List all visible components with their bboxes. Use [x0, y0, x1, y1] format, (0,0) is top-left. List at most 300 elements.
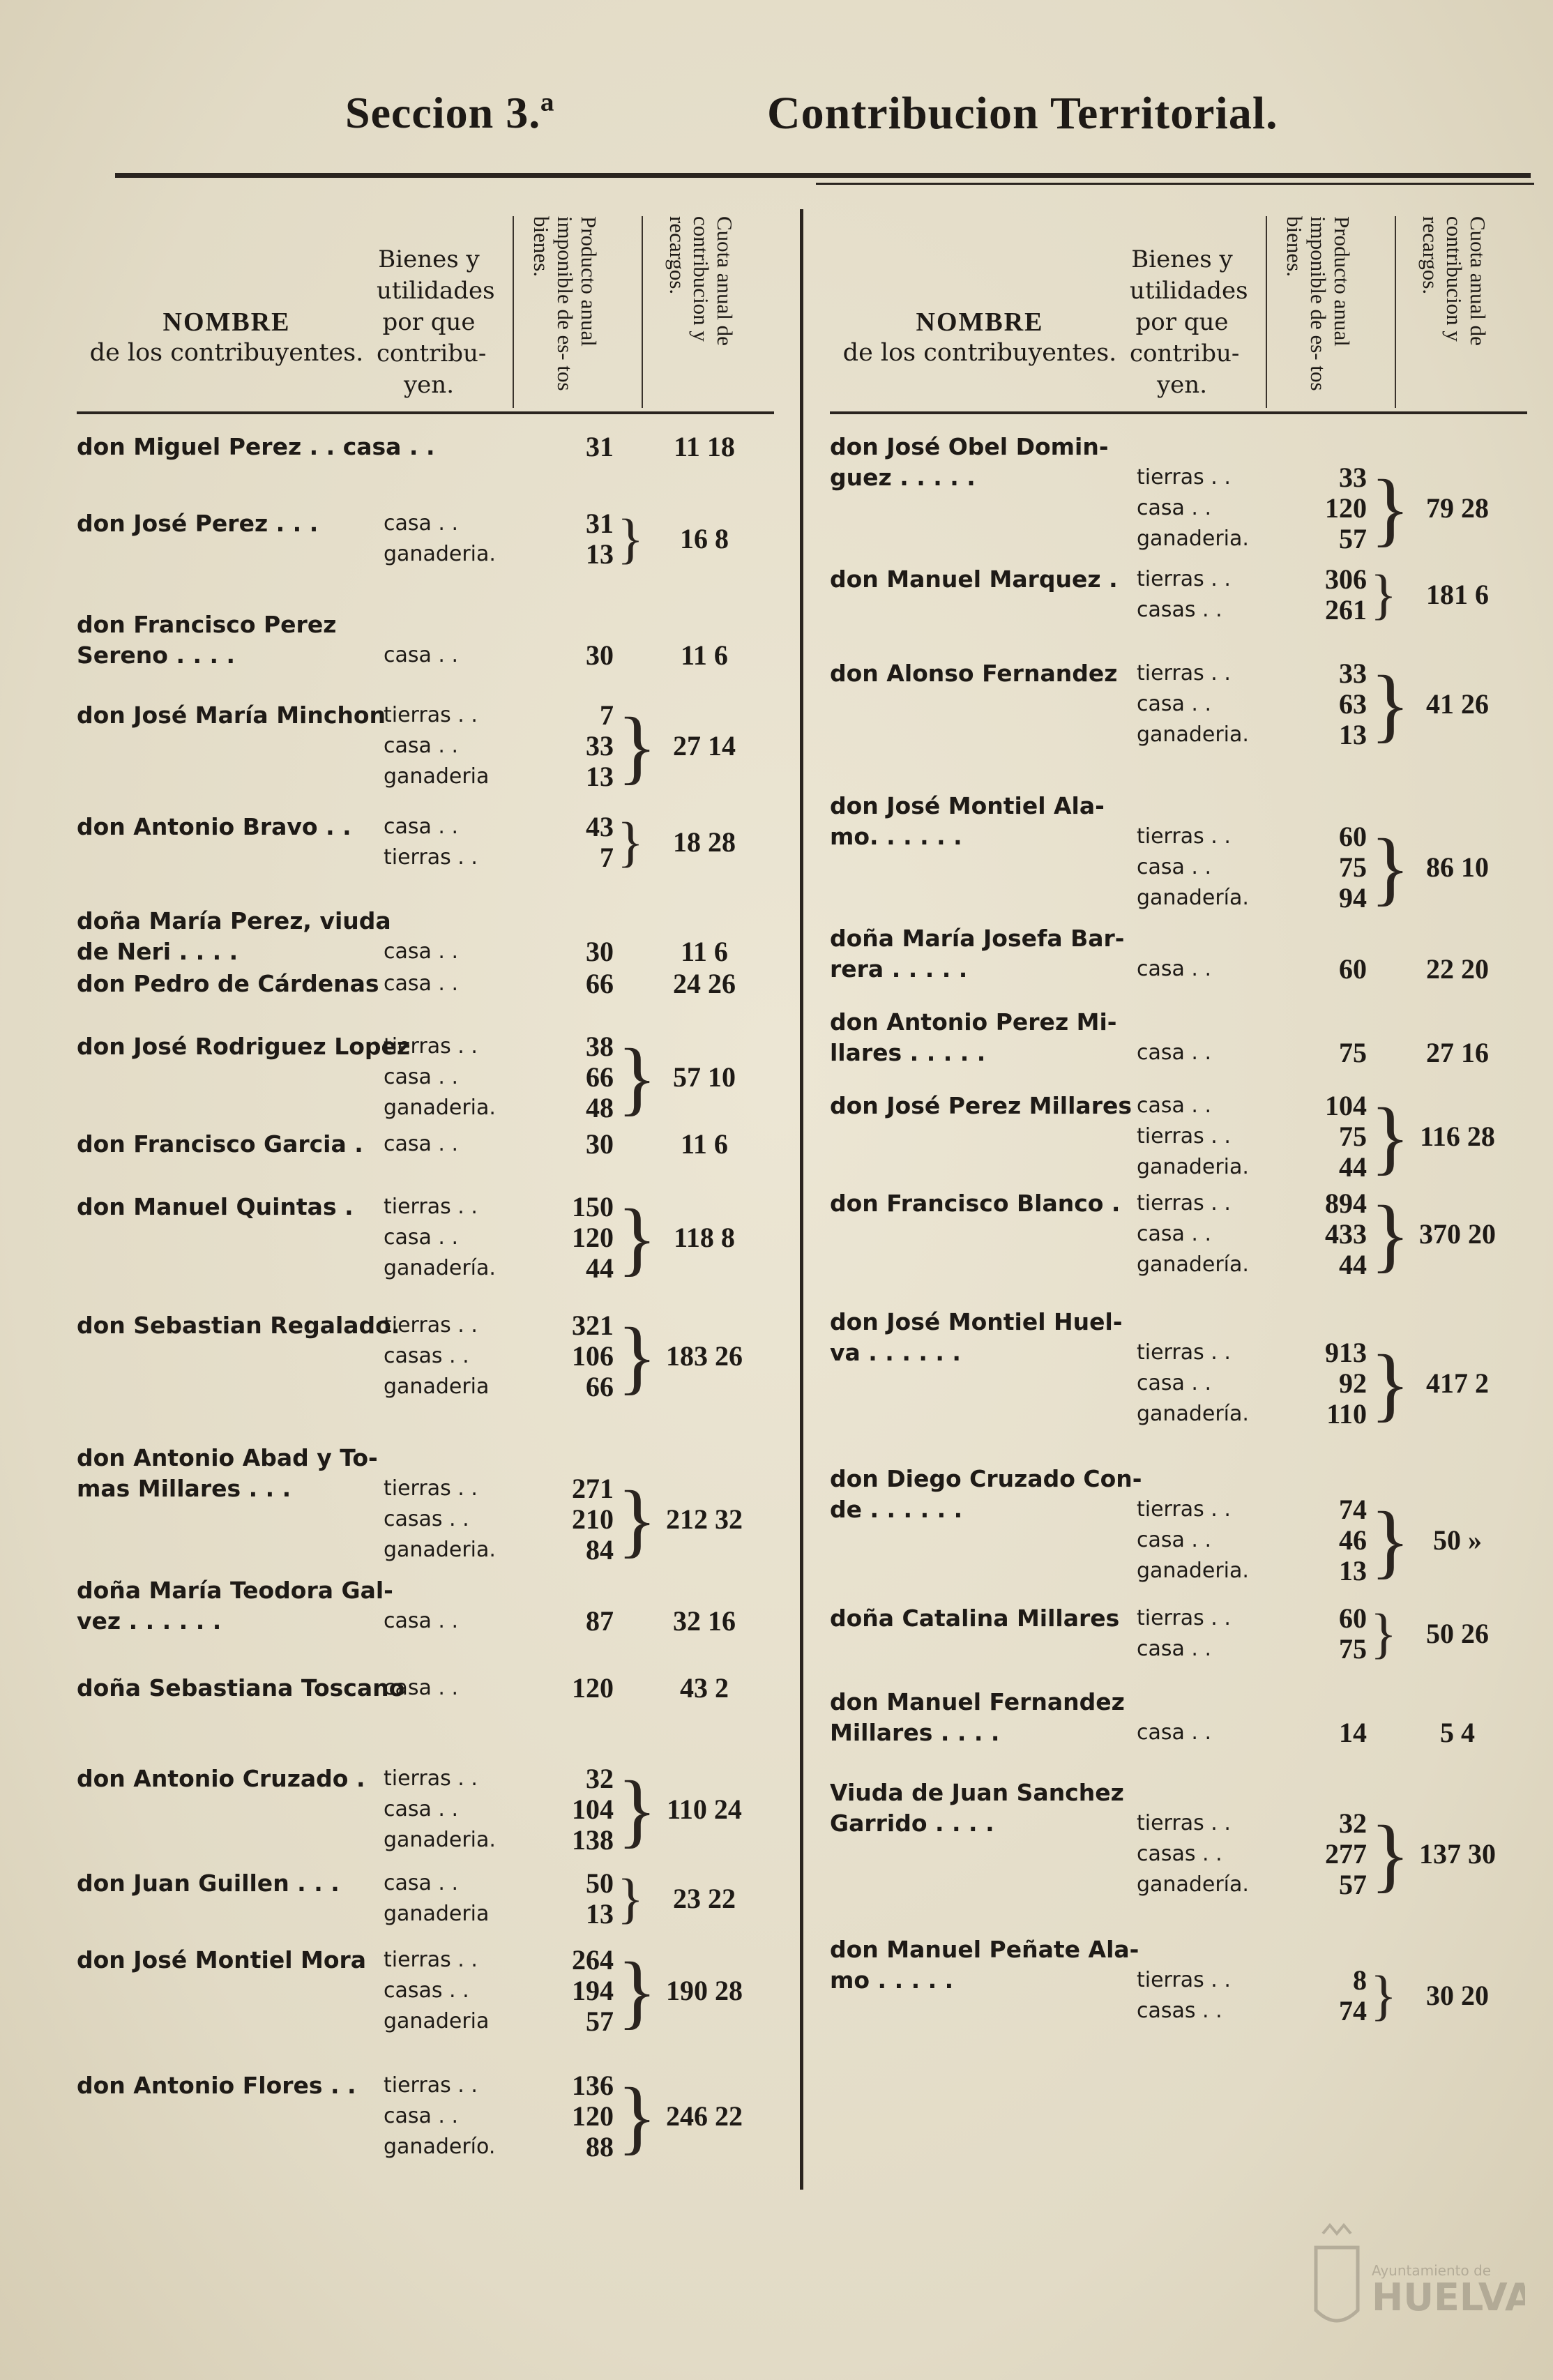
producto-value: 30	[586, 1128, 614, 1160]
producto-value: 30	[586, 639, 614, 671]
name-header-sub: de los contribuyentes.	[842, 339, 1117, 367]
bienes-list	[1137, 1307, 1262, 1430]
cuota-value: 137 30	[1419, 1838, 1496, 1870]
producto-values	[509, 1575, 614, 1637]
bienes-item: ganadería.	[1137, 1872, 1249, 1897]
bienes-header-line: contribu-	[377, 340, 487, 367]
taxpayer-name	[830, 658, 1137, 689]
producto-value: 433	[1325, 1218, 1367, 1250]
taxpayer-name	[830, 791, 1137, 852]
right-table-header	[830, 202, 1527, 414]
bienes-item: tierras . .	[384, 1034, 478, 1059]
bienes-item: casa . .	[384, 1225, 459, 1250]
bienes-item	[1137, 1687, 1262, 1718]
bienes-list	[384, 1031, 509, 1123]
producto-value: 150	[572, 1191, 614, 1222]
huelva-logo	[1288, 2220, 1525, 2359]
grouping-brace: }	[1370, 821, 1411, 914]
bienes-header-line: contribu-	[1130, 340, 1240, 367]
producto-column-header: Producto anual imponible de es- tos bienes.	[513, 216, 600, 408]
bienes-item	[1137, 1307, 1262, 1337]
bienes-item: casa . .	[384, 2104, 459, 2128]
producto-values	[1262, 1464, 1367, 1586]
grouping-brace: }	[617, 1945, 658, 2037]
producto-value: 66	[586, 1371, 614, 1402]
producto-value: 30	[586, 936, 614, 967]
bienes-item: casas . .	[384, 1507, 469, 1531]
producto-value: 33	[1339, 462, 1367, 493]
producto-value: 63	[1339, 688, 1367, 720]
bienes-header-line: utilidades	[1130, 277, 1248, 305]
bienes-item: tierras . .	[384, 1766, 478, 1791]
bienes-list	[384, 1945, 509, 2037]
right-column	[830, 202, 1527, 2026]
taxpayer-name	[77, 1575, 393, 1637]
producto-value: 120	[572, 2100, 614, 2132]
bienes-item: ganaderia.	[1137, 1559, 1249, 1583]
producto-value: 75	[1339, 1633, 1367, 1665]
bienes-list	[1137, 1934, 1262, 2026]
producto-value: 66	[586, 1061, 614, 1093]
taxpayer-name	[77, 1945, 384, 1976]
producto-values	[509, 1031, 614, 1123]
cuota-value: 181 6	[1426, 579, 1489, 610]
bienes-item: tierras . .	[384, 703, 478, 727]
cuota-value: 18 28	[673, 826, 736, 858]
producto-values	[509, 432, 614, 462]
producto-values	[1262, 564, 1367, 626]
logo-line2: HUELVA	[1372, 2275, 1525, 2319]
taxpayer-name	[830, 1007, 1137, 1068]
bienes-item: casa . .	[384, 734, 459, 758]
taxpayer-name	[77, 1673, 405, 1704]
bienes-item: tierras . .	[384, 1948, 478, 1972]
producto-values	[509, 609, 614, 671]
producto-value: 7	[600, 699, 614, 731]
producto-column-header: Producto anual imponible de es- tos bienes.	[1266, 216, 1354, 408]
bienes-list	[1137, 432, 1262, 554]
bienes-header-line: Bienes y	[1131, 245, 1233, 273]
taxpayer-name	[830, 1687, 1137, 1748]
producto-values	[509, 700, 614, 792]
bienes-item: tierras . .	[1137, 1811, 1231, 1835]
producto-values	[1262, 923, 1367, 985]
bienes-column-header	[1130, 244, 1248, 401]
producto-value: 120	[1325, 492, 1367, 524]
producto-value: 194	[572, 1975, 614, 2006]
producto-value: 277	[1325, 1838, 1367, 1870]
taxpayer-name-line: don José Montiel Ala-	[830, 792, 1105, 819]
bienes-item: tierras . .	[384, 845, 478, 870]
grouping-brace: }	[617, 508, 644, 570]
bienes-item: tierras . .	[384, 2073, 478, 2098]
grouping-brace: }	[617, 2070, 658, 2162]
producto-values	[509, 1310, 614, 1402]
bienes-list	[1137, 1687, 1262, 1748]
bienes-item: ganaderia	[384, 1374, 490, 1399]
bienes-item: casa . .	[1137, 1040, 1212, 1065]
bienes-item: tierras . .	[1137, 1968, 1231, 1992]
taxpayer-name-line: doña Sebastiana Toscano	[77, 1674, 405, 1701]
bienes-list	[1137, 1778, 1262, 1900]
cuota-value: 183 26	[666, 1340, 743, 1372]
producto-value	[1262, 1464, 1367, 1494]
producto-value: 75	[1339, 851, 1367, 883]
taxpayer-name	[77, 1192, 384, 1222]
bienes-header-line: Bienes y	[378, 245, 480, 273]
bienes-item: casa . .	[384, 1065, 459, 1089]
cuota-value: 118 8	[674, 1222, 735, 1253]
taxpayer-name	[830, 1188, 1137, 1219]
bienes-list	[1137, 658, 1262, 750]
taxpayer-name	[77, 969, 384, 999]
taxpayer-name	[830, 1464, 1142, 1525]
bienes-list	[1137, 1464, 1262, 1586]
bienes-item: casa . .	[384, 939, 459, 964]
grouping-brace: }	[1370, 1808, 1411, 1900]
taxpayer-name-line: mas Millares . . .	[77, 1475, 291, 1502]
producto-value: 104	[1325, 1090, 1367, 1121]
taxpayer-name-line: rera . . . . .	[830, 955, 968, 983]
taxpayer-name-line: doña Catalina Millares	[830, 1605, 1120, 1632]
bienes-item	[384, 609, 509, 640]
taxpayer-name-line: don Francisco Perez	[77, 611, 337, 638]
bienes-item: casa . .	[1137, 1371, 1212, 1395]
producto-value: 87	[586, 1605, 614, 1637]
bienes-item: casas . .	[384, 1978, 469, 2003]
producto-value: 261	[1325, 594, 1367, 626]
producto-value	[1262, 432, 1367, 462]
taxpayer-name	[77, 2070, 384, 2101]
bienes-list	[384, 1575, 509, 1637]
cuota-column-header: Cuota anual de contribucion y recargos.	[1395, 216, 1490, 408]
producto-value: 92	[1339, 1367, 1367, 1399]
bienes-item: ganaderia	[384, 764, 490, 789]
taxpayer-name	[830, 1091, 1137, 1121]
section-title: Contribucion Territorial.	[767, 88, 1278, 139]
grouping-brace: }	[617, 812, 644, 873]
bienes-list	[1137, 791, 1262, 914]
producto-value: 33	[1339, 658, 1367, 689]
producto-values	[1262, 791, 1367, 914]
cuota-value: 50 »	[1433, 1524, 1482, 1556]
taxpayer-name-line: don Miguel Perez . . casa . .	[77, 433, 435, 460]
cuota-value: 16 8	[680, 523, 729, 554]
bienes-item: casa . .	[384, 643, 459, 667]
producto-value: 8	[1353, 1964, 1367, 1996]
bienes-item: ganadería.	[1137, 1402, 1249, 1426]
producto-value: 120	[572, 1672, 614, 1704]
producto-values	[509, 812, 614, 873]
producto-value: 104	[572, 1794, 614, 1825]
bienes-list	[384, 969, 509, 999]
producto-value: 57	[1339, 523, 1367, 554]
producto-values	[509, 1443, 614, 1566]
taxpayer-name-line: don José Perez Millares	[830, 1092, 1132, 1119]
bienes-item	[1137, 432, 1262, 462]
bienes-item: casas . .	[1137, 598, 1222, 622]
taxpayer-name-line: don Sebastian Regalado.	[77, 1312, 400, 1339]
name-column-header	[77, 307, 377, 368]
bienes-list	[384, 1443, 509, 1566]
taxpayer-name-line: Millares . . . .	[830, 1719, 1000, 1746]
taxpayer-name	[77, 1443, 384, 1504]
bienes-list	[384, 508, 509, 570]
grouping-brace: }	[1370, 1188, 1411, 1280]
taxpayer-name-line: doña María Josefa Bar-	[830, 925, 1125, 952]
producto-value: 60	[1339, 953, 1367, 985]
producto-value	[509, 906, 614, 937]
bienes-item: casa . .	[1137, 957, 1212, 981]
taxpayer-name-line: doña María Perez, viuda	[77, 907, 391, 934]
bienes-list	[384, 1868, 509, 1930]
bienes-item: casa . .	[1137, 855, 1212, 879]
section-label: Seccion 3.ª	[345, 88, 555, 137]
bienes-item	[1137, 1464, 1262, 1494]
bienes-item: tierras . .	[1137, 824, 1231, 849]
cuota-value: 11 6	[681, 1128, 728, 1160]
grouping-brace: }	[1370, 1337, 1411, 1430]
producto-value: 13	[1339, 719, 1367, 750]
producto-value: 50	[586, 1867, 614, 1899]
producto-value: 57	[1339, 1869, 1367, 1900]
bienes-header-line: utilidades	[377, 277, 495, 305]
producto-values	[509, 1673, 614, 1704]
page-header	[0, 80, 1553, 157]
producto-values	[1262, 1778, 1367, 1900]
taxpayer-name	[77, 508, 384, 539]
taxpayer-name	[77, 906, 391, 967]
bienes-list	[384, 2070, 509, 2162]
taxpayer-name-line: don Manuel Marquez .	[830, 566, 1118, 593]
taxpayer-name-line: don Francisco Garcia .	[77, 1130, 363, 1158]
producto-value: 44	[1339, 1249, 1367, 1280]
taxpayer-name-line: don José Montiel Huel-	[830, 1308, 1123, 1335]
producto-value: 60	[1339, 1602, 1367, 1634]
producto-value	[1262, 791, 1367, 821]
taxpayer-name-line: Garrido . . . .	[830, 1810, 994, 1837]
producto-value: 31	[586, 508, 614, 539]
bienes-list	[384, 906, 509, 967]
bienes-list	[1137, 923, 1262, 985]
cuota-value: 27 16	[1426, 1037, 1489, 1068]
grouping-brace: }	[617, 1031, 658, 1123]
bienes-item: casas . .	[384, 1344, 469, 1368]
bienes-list	[384, 700, 509, 792]
cuota-value: 11 18	[674, 431, 735, 462]
grouping-brace: }	[617, 700, 658, 792]
grouping-brace: }	[617, 1868, 644, 1930]
producto-values	[509, 508, 614, 570]
producto-value: 66	[586, 968, 614, 999]
taxpayer-name	[77, 700, 384, 731]
producto-value: 88	[586, 2131, 614, 2162]
taxpayer-name	[830, 1603, 1137, 1634]
cuota-value: 116 28	[1420, 1121, 1495, 1152]
bienes-item: tierras . .	[1137, 1124, 1231, 1149]
taxpayer-name-line: de . . . . . .	[830, 1496, 963, 1523]
cuota-value: 79 28	[1426, 492, 1489, 524]
producto-values	[509, 1868, 614, 1930]
producto-values	[1262, 1188, 1367, 1280]
producto-values	[1262, 1603, 1367, 1665]
bienes-item: ganaderia.	[1137, 526, 1249, 551]
producto-value: 43	[586, 811, 614, 842]
bienes-header-line: por que	[382, 308, 476, 336]
taxpayer-name-line: don Antonio Abad y To-	[77, 1444, 378, 1471]
producto-values	[509, 2070, 614, 2162]
producto-value: 913	[1325, 1337, 1367, 1368]
cuota-value: 43 2	[680, 1672, 729, 1704]
taxpayer-name-line: don Francisco Blanco .	[830, 1190, 1121, 1217]
bienes-item: casa . .	[1137, 692, 1212, 716]
producto-value	[1262, 1687, 1367, 1718]
cuota-value: 11 6	[681, 639, 728, 671]
producto-value: 74	[1339, 1995, 1367, 2026]
producto-value: 271	[572, 1473, 614, 1504]
bienes-item: casa . .	[1137, 1637, 1212, 1661]
producto-value: 13	[586, 538, 614, 570]
cuota-value: 246 22	[666, 2100, 743, 2132]
bienes-item: casa . .	[384, 1797, 459, 1821]
producto-value: 84	[586, 1534, 614, 1566]
taxpayer-name	[77, 1031, 411, 1062]
producto-value: 14	[1339, 1717, 1367, 1748]
taxpayer-name-line: de Neri . . . .	[77, 938, 238, 965]
bienes-list	[384, 812, 509, 873]
producto-values	[1262, 658, 1367, 750]
producto-value: 321	[572, 1310, 614, 1341]
producto-values	[1262, 1007, 1367, 1068]
producto-values	[1262, 1091, 1367, 1183]
cuota-value: 24 26	[673, 968, 736, 999]
grouping-brace: }	[617, 1764, 658, 1856]
taxpayer-name	[830, 923, 1137, 985]
producto-value: 136	[572, 2070, 614, 2101]
bienes-list	[1137, 1603, 1262, 1665]
cuota-value: 27 14	[673, 730, 736, 761]
producto-value	[509, 1443, 614, 1473]
producto-values	[509, 1129, 614, 1160]
bienes-item: ganaderia	[384, 1902, 490, 1926]
cuota-value: 86 10	[1426, 851, 1489, 883]
bienes-item	[1137, 923, 1262, 954]
bienes-item: tierras . .	[384, 1195, 478, 1219]
name-header-sub: de los contribuyentes.	[89, 339, 364, 367]
producto-values	[1262, 432, 1367, 554]
taxpayer-name	[77, 1129, 384, 1160]
taxpayer-name	[830, 564, 1137, 595]
bienes-item: tierras . .	[384, 1313, 478, 1337]
producto-values	[1262, 1934, 1367, 2026]
producto-value: 31	[586, 431, 614, 462]
left-table-header	[77, 202, 774, 414]
bienes-item: casa . .	[1137, 1720, 1212, 1745]
taxpayer-name-line: doña María Teodora Gal-	[77, 1577, 393, 1604]
taxpayer-name-line: don José Montiel Mora	[77, 1946, 367, 1973]
grouping-brace: }	[617, 1473, 658, 1566]
producto-value	[1262, 923, 1367, 954]
bienes-list	[384, 1192, 509, 1284]
producto-values	[509, 1945, 614, 2037]
bienes-item: casa . .	[384, 1609, 459, 1633]
bienes-item	[384, 906, 509, 937]
taxpayer-name-line: don José María Minchon	[77, 702, 386, 729]
taxpayer-name	[77, 1310, 400, 1341]
bienes-header-line: yen.	[1156, 371, 1208, 399]
producto-value: 264	[572, 1944, 614, 1976]
name-header-title: NOMBRE	[162, 308, 291, 337]
bienes-list	[384, 1764, 509, 1856]
bienes-item: tierras . .	[1137, 465, 1231, 490]
bienes-item: casa . .	[384, 1676, 459, 1700]
producto-value: 106	[572, 1340, 614, 1372]
taxpayer-name-line: vez . . . . . .	[77, 1607, 222, 1635]
header-rule-secondary	[816, 183, 1534, 185]
cuota-value: 110 24	[667, 1794, 742, 1825]
taxpayer-name-line: mo . . . . .	[830, 1966, 954, 1994]
bienes-item: ganadería.	[1137, 886, 1249, 910]
bienes-item: ganaderia	[384, 2009, 490, 2033]
producto-value: 60	[1339, 821, 1367, 852]
column-divider	[800, 209, 803, 2190]
taxpayer-name	[77, 1868, 384, 1899]
bienes-item	[384, 1443, 509, 1473]
bienes-item	[1137, 1007, 1262, 1038]
bienes-item: casa . .	[384, 814, 459, 839]
producto-value: 46	[1339, 1524, 1367, 1556]
grouping-brace: }	[1370, 1494, 1411, 1586]
bienes-item: tierras . .	[1137, 1340, 1231, 1365]
bienes-item: ganaderia.	[384, 542, 496, 566]
bienes-item: casa . .	[384, 511, 459, 536]
producto-value	[1262, 1934, 1367, 1965]
grouping-brace: }	[1370, 462, 1411, 554]
taxpayer-name-line: don Manuel Peñate Ala-	[830, 1936, 1139, 1963]
taxpayer-name-line: don José Perez . . .	[77, 510, 319, 537]
cuota-value: 190 28	[666, 1975, 743, 2006]
grouping-brace: }	[1370, 564, 1397, 626]
taxpayer-name	[830, 432, 1137, 493]
bienes-header-line: por que	[1135, 308, 1229, 336]
taxpayer-name-line: guez . . . . .	[830, 464, 976, 491]
producto-value: 110	[1326, 1398, 1367, 1430]
taxpayer-name-line: mo. . . . . .	[830, 823, 962, 850]
grouping-brace: }	[617, 1192, 658, 1284]
bienes-item: tierras . .	[1137, 1497, 1231, 1522]
left-column	[77, 202, 774, 2162]
bienes-item: casa . .	[384, 1871, 459, 1895]
taxpayer-name-line: don Alonso Fernandez	[830, 660, 1118, 687]
taxpayer-name-line: don Pedro de Cárdenas	[77, 970, 379, 997]
bienes-item: tierras . .	[1137, 1191, 1231, 1215]
grouping-brace: }	[1370, 658, 1411, 750]
bienes-item: casas . .	[1137, 1842, 1222, 1866]
cuota-value: 5 4	[1440, 1717, 1475, 1748]
taxpayer-name	[77, 609, 384, 671]
producto-value	[509, 609, 614, 640]
bienes-item: ganaderia.	[1137, 1155, 1249, 1179]
taxpayer-name	[830, 1934, 1137, 1996]
bienes-item	[384, 1575, 509, 1606]
producto-value: 75	[1339, 1121, 1367, 1152]
taxpayer-name	[77, 432, 435, 462]
producto-value: 94	[1339, 882, 1367, 914]
bienes-header-line: yen.	[403, 371, 455, 399]
producto-value: 13	[1339, 1555, 1367, 1586]
producto-value: 120	[572, 1222, 614, 1253]
bienes-item: tierras . .	[1137, 567, 1231, 591]
